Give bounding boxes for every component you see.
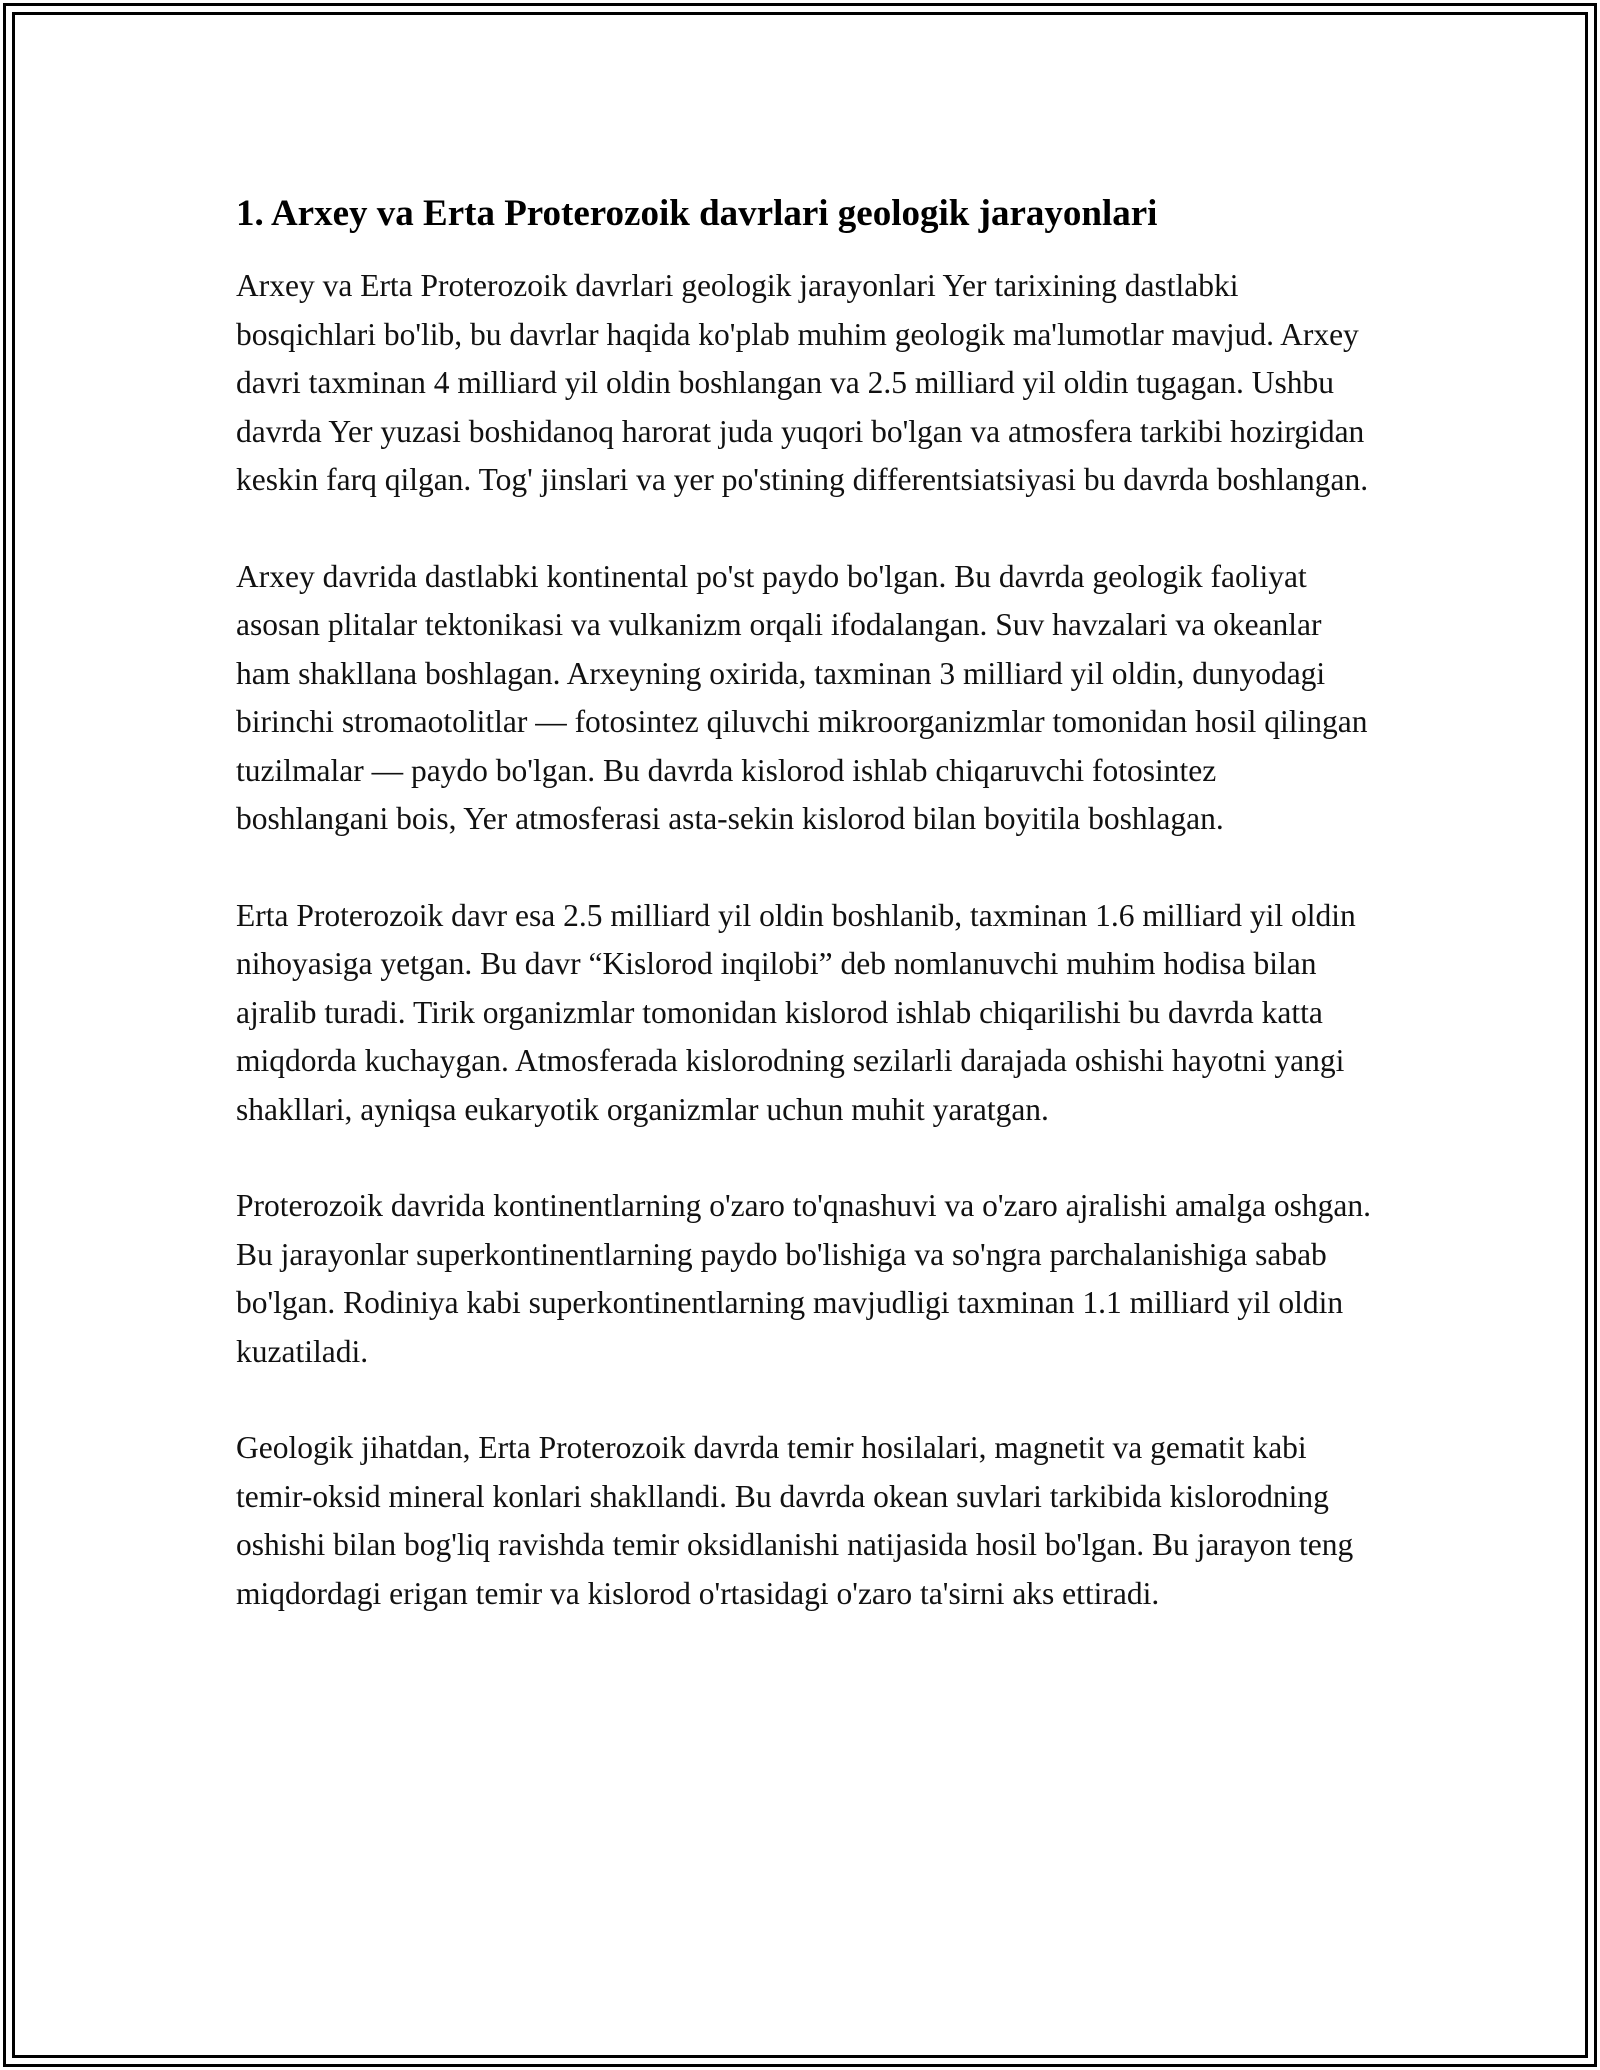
paragraph-archean-crust: Arxey davrida dastlabki kontinental po'st paydo bo'lgan. Bu davrda geologik faoliyat asosan plitalar tektonikasi va vulkanizm orqali ifodalangan. Suv havzalari va okeanlar ham shakllana boshlagan. Arxeyning oxirida, taxminan 3 milliard yil oldin, dunyodagi birinchi stromaotolitlar — fotosintez qiluvchi mikroorganizmlar tomonidan hosil qilingan tuzilmalar — paydo bo'lgan. Bu davrda kislorod ishlab chiqaruvchi fotosintez boshlangani bois, Yer atmosferasi asta-sekin kislorod bilan boyitila boshlagan. [236,558,1368,836]
paragraph-iron-formations: Geologik jihatdan, Erta Proterozoik davrda temir hosilalari, magnetit va gematit kabi temir-oksid mineral konlari shakllandi. Bu davrda okean suvlari tarkibida kislorodning oshishi bilan bog'liq ravishda temir oksidlanishi natijasida hosil bo'lgan. Bu jarayon teng miqdordagi erigan temir va kislorod o'rtasidagi o'zaro ta'sirni aks ettiradi. [236,1430,1354,1611]
paragraph-archean-overview: Arxey va Erta Proterozoik davrlari geologik jarayonlari Yer tarixining dastlabki bosqichlari bo'lib, bu davrlar haqida ko'plab muhim geologik ma'lumotlar mavjud. Arxey davri taxminan 4 milliard yil oldin boshlangan va 2.5 milliard yil oldin tugagan. Ushbu davrda Yer yuzasi boshidanoq harorat juda yuqori bo'lgan va atmosfera tarkibi hozirgidan keskin farq qilgan. Tog' jinslari va yer po'stining differentsiatsiyasi bu davrda boshlangan. [236,268,1369,497]
document-body [236,188,1376,1666]
paragraph-early-proterozoic: Erta Proterozoik davr esa 2.5 milliard yil oldin boshlanib, taxminan 1.6 milliard yil oldin nihoyasiga yetgan. Bu davr “Kislorod inqilobi” deb nomlanuvchi muhim hodisa bilan ajralib turadi. Tirik organizmlar tomonidan kislorod ishlab chiqarilishi bu davrda katta miqdorda kuchaygan. Atmosferada kislorodning sezilarli darajada oshishi hayotni yangi shakllari, ayniqsa eukaryotik organizmlar uchun muhit yaratgan. [236,897,1356,1127]
section-heading: 1. Arxey va Erta Proterozoik davrlari geologik jarayonlari [236,193,1158,234]
paragraph-supercontinents: Proterozoik davrida kontinentlarning o'zaro to'qnashuvi va o'zaro ajralishi amalga oshgan. Bu jarayonlar superkontinentlarning paydo bo'lishiga va so'ngra parchalanishiga sabab bo'lgan. Rodiniya kabi superkontinentlarning mavjudligi taxminan 1.1 milliard yil oldin kuzatiladi. [236,1188,1371,1369]
